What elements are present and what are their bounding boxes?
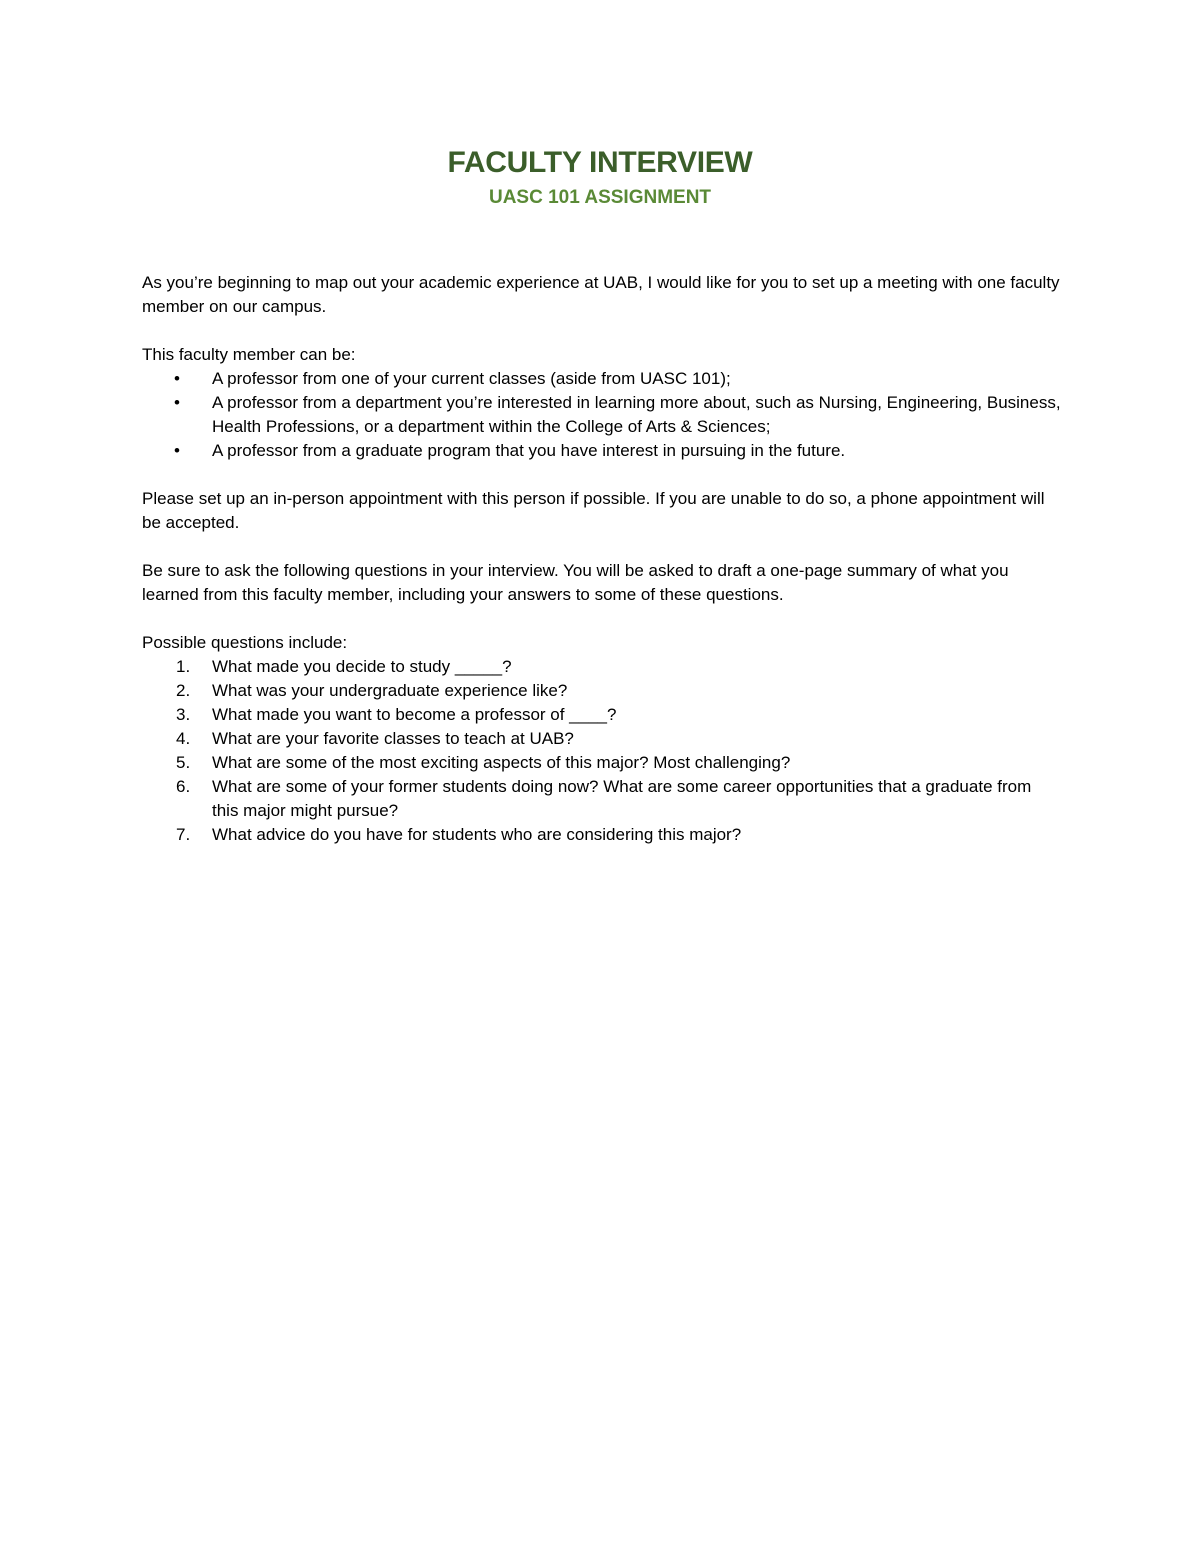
faculty-member-label: This faculty member can be: <box>142 345 356 364</box>
question-number: 1. <box>176 657 191 676</box>
question-number: 7. <box>176 825 191 844</box>
list-item-text: A professor from one of your current classes (aside from UASC 101); <box>212 369 731 388</box>
question-number: 2. <box>176 681 191 700</box>
faculty-options-list <box>142 367 1062 463</box>
questions-list <box>142 655 1062 847</box>
list-item <box>142 703 1062 727</box>
question-number: 5. <box>176 753 191 772</box>
intro-paragraph: As you’re beginning to map out your academic experience at UAB, I would like for you to set up a meeting with one faculty member on our campus. <box>142 273 1060 316</box>
list-item-text: A professor from a department you’re interested in learning more about, such as Nursing, Engineering, Business, Health Professions, or a department within the College of Arts & Sciences; <box>212 393 1061 436</box>
question-text: What are some of the most exciting aspects of this major? Most challenging? <box>212 753 791 772</box>
bullet-marker: • <box>174 441 180 460</box>
list-item <box>142 679 1062 703</box>
instructions-paragraph: Be sure to ask the following questions in your interview. You will be asked to draft a one-page summary of what you learned from this faculty member, including your answers to some of these questions. <box>142 561 1009 604</box>
document-body <box>142 271 1062 847</box>
paragraph-gap <box>142 319 1062 343</box>
list-item <box>142 823 1062 847</box>
list-item <box>142 367 1062 391</box>
appointment-paragraph: Please set up an in-person appointment with this person if possible. If you are unable to do so, a phone appointment will be accepted. <box>142 489 1045 532</box>
question-text: What are your favorite classes to teach at UAB? <box>212 729 574 748</box>
paragraph-gap <box>142 535 1062 559</box>
question-text: What advice do you have for students who are considering this major? <box>212 825 742 844</box>
question-number: 4. <box>176 729 191 748</box>
bullet-marker: • <box>174 369 180 388</box>
list-item <box>142 751 1062 775</box>
question-text: What was your undergraduate experience like? <box>212 681 568 700</box>
page-subtitle: UASC 101 ASSIGNMENT <box>488 187 712 208</box>
question-text: What are some of your former students doing now? What are some career opportunities that a graduate from this major might pursue? <box>212 777 1032 820</box>
list-item <box>142 439 1062 463</box>
page-title: FACULTY INTERVIEW <box>447 146 753 179</box>
paragraph-gap <box>142 607 1062 631</box>
bullet-marker: • <box>174 393 180 412</box>
list-item <box>142 775 1062 823</box>
list-item <box>142 655 1062 679</box>
question-number: 6. <box>176 777 191 796</box>
questions-label: Possible questions include: <box>142 633 348 652</box>
question-text: What made you decide to study _____? <box>212 657 512 676</box>
question-text: What made you want to become a professor of ____? <box>212 705 617 724</box>
paragraph-gap <box>142 463 1062 487</box>
question-number: 3. <box>176 705 191 724</box>
list-item-text: A professor from a graduate program that you have interest in pursuing in the future. <box>212 441 846 460</box>
list-item <box>142 391 1062 439</box>
list-item <box>142 727 1062 751</box>
